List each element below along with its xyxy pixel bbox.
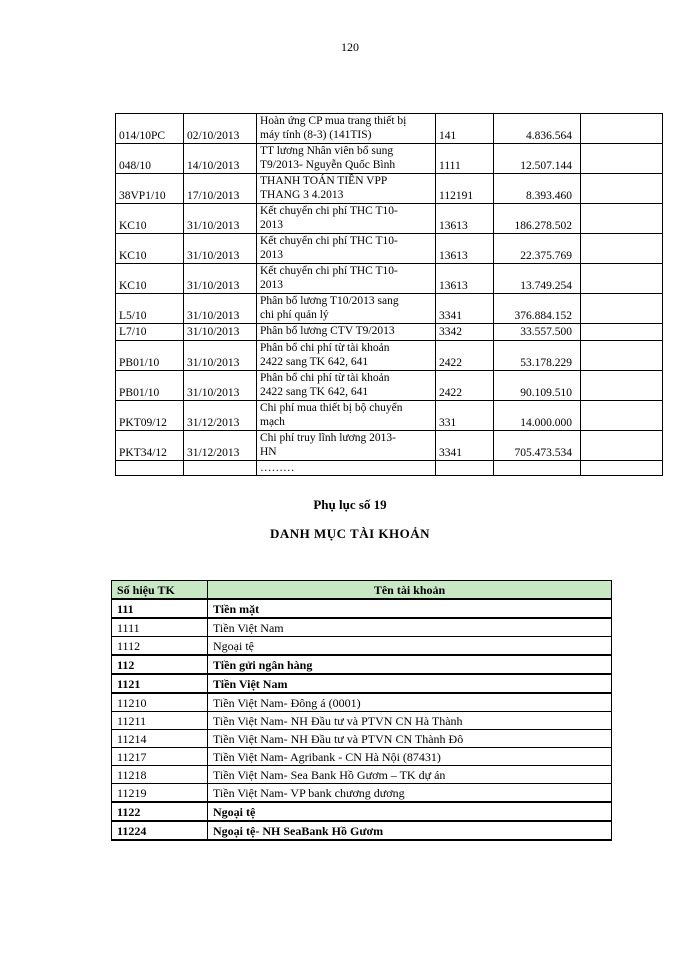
voucher-code: PB01/10: [116, 371, 184, 401]
ledger-row: [116, 324, 663, 341]
account-code: 112: [112, 655, 208, 674]
account-code: 11210: [112, 693, 208, 712]
empty-cell: [436, 461, 494, 476]
account-name: Tiền Việt Nam- NH Đầu tư và PTVN CN Hà Thành: [208, 712, 612, 730]
voucher-description: Chi phí truy lĩnh lương 2013- HN: [257, 431, 436, 461]
account-code: 11219: [112, 784, 208, 803]
account-code: 3341: [436, 294, 494, 324]
ledger-row: [116, 234, 663, 264]
table-header-row: [112, 581, 612, 600]
appendix-title: DANH MỤC TÀI KHOẢN: [269, 526, 431, 541]
table-row: [112, 766, 612, 784]
table-row: [112, 730, 612, 748]
ledger-row: [116, 264, 663, 294]
account-code: 11211: [112, 712, 208, 730]
amount: 8.393.460: [494, 174, 581, 204]
account-name: Tiền gửi ngân hàng: [208, 655, 612, 674]
empty-cell: [581, 324, 663, 341]
voucher-code: PKT09/12: [116, 401, 184, 431]
account-name: Tiền Việt Nam: [208, 618, 612, 637]
ledger-table: [115, 113, 663, 476]
voucher-code: KC10: [116, 264, 184, 294]
voucher-description: Chi phí mua thiết bị bộ chuyển mạch: [257, 401, 436, 431]
amount: 705.473.534: [494, 431, 581, 461]
empty-cell: [581, 204, 663, 234]
table-row: [112, 712, 612, 730]
account-code: 13613: [436, 264, 494, 294]
voucher-date: 17/10/2013: [184, 174, 257, 204]
voucher-date: 31/10/2013: [184, 204, 257, 234]
account-code: 1122: [112, 802, 208, 821]
account-name: Tiền Việt Nam- Đông á (0001): [208, 693, 612, 712]
account-name: Tiền Việt Nam- VP bank chương dương: [208, 784, 612, 803]
empty-cell: [581, 461, 663, 476]
amount: 14.000.000: [494, 401, 581, 431]
table-row: [112, 693, 612, 712]
account-code: 141: [436, 114, 494, 144]
empty-cell: [581, 371, 663, 401]
voucher-description: Phân bổ lương CTV T9/2013: [257, 324, 436, 341]
ledger-row: [116, 294, 663, 324]
amount: 376.884.152: [494, 294, 581, 324]
amount: 13.749.254: [494, 264, 581, 294]
table-row: [112, 802, 612, 821]
table-row: [112, 784, 612, 803]
voucher-code: L5/10: [116, 294, 184, 324]
voucher-date: 31/10/2013: [184, 341, 257, 371]
account-code: 11224: [112, 821, 208, 840]
voucher-code: PKT34/12: [116, 431, 184, 461]
voucher-date: 31/10/2013: [184, 234, 257, 264]
voucher-code: 048/10: [116, 144, 184, 174]
voucher-code: L7/10: [116, 324, 184, 341]
voucher-date: 02/10/2013: [184, 114, 257, 144]
voucher-description: Kết chuyển chi phí THC T10- 2013: [257, 204, 436, 234]
account-name: Tiền Việt Nam- Agribank - CN Hà Nội (87431): [208, 748, 612, 766]
empty-cell: [494, 461, 581, 476]
voucher-code: 38VP1/10: [116, 174, 184, 204]
table-row: [112, 821, 612, 840]
empty-cell: [581, 144, 663, 174]
page-number: 120: [341, 40, 359, 54]
account-name: Tiền Việt Nam: [208, 674, 612, 693]
ledger-row: [116, 341, 663, 371]
voucher-description: Hoàn ứng CP mua trang thiết bị máy tính (8-3) (141TIS): [257, 114, 436, 144]
ellipsis: ………: [257, 461, 436, 476]
voucher-date: 31/12/2013: [184, 431, 257, 461]
account-code: 2422: [436, 341, 494, 371]
account-list-table: [111, 580, 612, 841]
table-row: [112, 618, 612, 637]
voucher-date: 31/10/2013: [184, 294, 257, 324]
table-row: [112, 637, 612, 656]
voucher-description: Kết chuyển chi phí THC T10- 2013: [257, 264, 436, 294]
ledger-row: [116, 371, 663, 401]
account-name: Ngoại tệ: [208, 802, 612, 821]
voucher-date: 14/10/2013: [184, 144, 257, 174]
empty-cell: [184, 461, 257, 476]
voucher-code: 014/10PC: [116, 114, 184, 144]
column-header-code: Số hiệu TK: [112, 581, 208, 600]
voucher-date: 31/10/2013: [184, 371, 257, 401]
table-row: [112, 655, 612, 674]
empty-cell: [116, 461, 184, 476]
voucher-code: KC10: [116, 204, 184, 234]
ledger-row: [116, 144, 663, 174]
empty-cell: [581, 341, 663, 371]
appendix-heading: Phụ lục số 19: [313, 497, 387, 512]
voucher-description: Phân bổ chi phí từ tài khoản 2422 sang TK 642, 641: [257, 371, 436, 401]
account-name: Tiền mặt: [208, 599, 612, 618]
account-code: 331: [436, 401, 494, 431]
account-code: 13613: [436, 234, 494, 264]
ledger-row: [116, 174, 663, 204]
empty-cell: [581, 264, 663, 294]
ledger-row: [116, 114, 663, 144]
empty-cell: [581, 174, 663, 204]
voucher-date: 31/10/2013: [184, 324, 257, 341]
account-name: Ngoại tệ- NH SeaBank Hồ Gươm: [208, 821, 612, 840]
amount: 12.507.144: [494, 144, 581, 174]
account-code: 1112: [112, 637, 208, 656]
table-row: [112, 674, 612, 693]
table-row: [112, 599, 612, 618]
amount: 4.836.564: [494, 114, 581, 144]
account-name: Ngoại tệ: [208, 637, 612, 656]
empty-cell: [581, 431, 663, 461]
amount: 33.557.500: [494, 324, 581, 341]
voucher-description: Phân bổ chi phí từ tài khoản 2422 sang TK 642, 641: [257, 341, 436, 371]
account-name: Tiền Việt Nam- Sea Bank Hồ Gươm – TK dự án: [208, 766, 612, 784]
account-name: Tiền Việt Nam- NH Đầu tư và PTVN CN Thành Đô: [208, 730, 612, 748]
voucher-description: THANH TOÁN TIỀN VPP THANG 3 4.2013: [257, 174, 436, 204]
account-code: 11217: [112, 748, 208, 766]
voucher-description: TT lương Nhân viên bổ sung T9/2013- Nguyễn Quốc Bình: [257, 144, 436, 174]
empty-cell: [581, 234, 663, 264]
empty-cell: [581, 401, 663, 431]
account-code: 111: [112, 599, 208, 618]
amount: 53.178.229: [494, 341, 581, 371]
voucher-code: PB01/10: [116, 341, 184, 371]
ledger-row: [116, 401, 663, 431]
account-code: 3342: [436, 324, 494, 341]
voucher-description: Kết chuyển chi phí THC T10- 2013: [257, 234, 436, 264]
account-code: 11214: [112, 730, 208, 748]
column-header-name: Tên tài khoản: [208, 581, 612, 600]
empty-cell: [581, 294, 663, 324]
account-code: 2422: [436, 371, 494, 401]
amount: 22.375.769: [494, 234, 581, 264]
account-code: 1111: [436, 144, 494, 174]
voucher-description: Phân bổ lương T10/2013 sang chi phí quản lý: [257, 294, 436, 324]
ledger-row: [116, 204, 663, 234]
account-code: 112191: [436, 174, 494, 204]
empty-cell: [581, 114, 663, 144]
amount: 186.278.502: [494, 204, 581, 234]
account-code: 3341: [436, 431, 494, 461]
voucher-code: KC10: [116, 234, 184, 264]
ledger-row: [116, 461, 663, 476]
amount: 90.109.510: [494, 371, 581, 401]
account-code: 13613: [436, 204, 494, 234]
ledger-row: [116, 431, 663, 461]
voucher-date: 31/12/2013: [184, 401, 257, 431]
account-code: 11218: [112, 766, 208, 784]
table-row: [112, 748, 612, 766]
voucher-date: 31/10/2013: [184, 264, 257, 294]
account-code: 1111: [112, 618, 208, 637]
account-code: 1121: [112, 674, 208, 693]
